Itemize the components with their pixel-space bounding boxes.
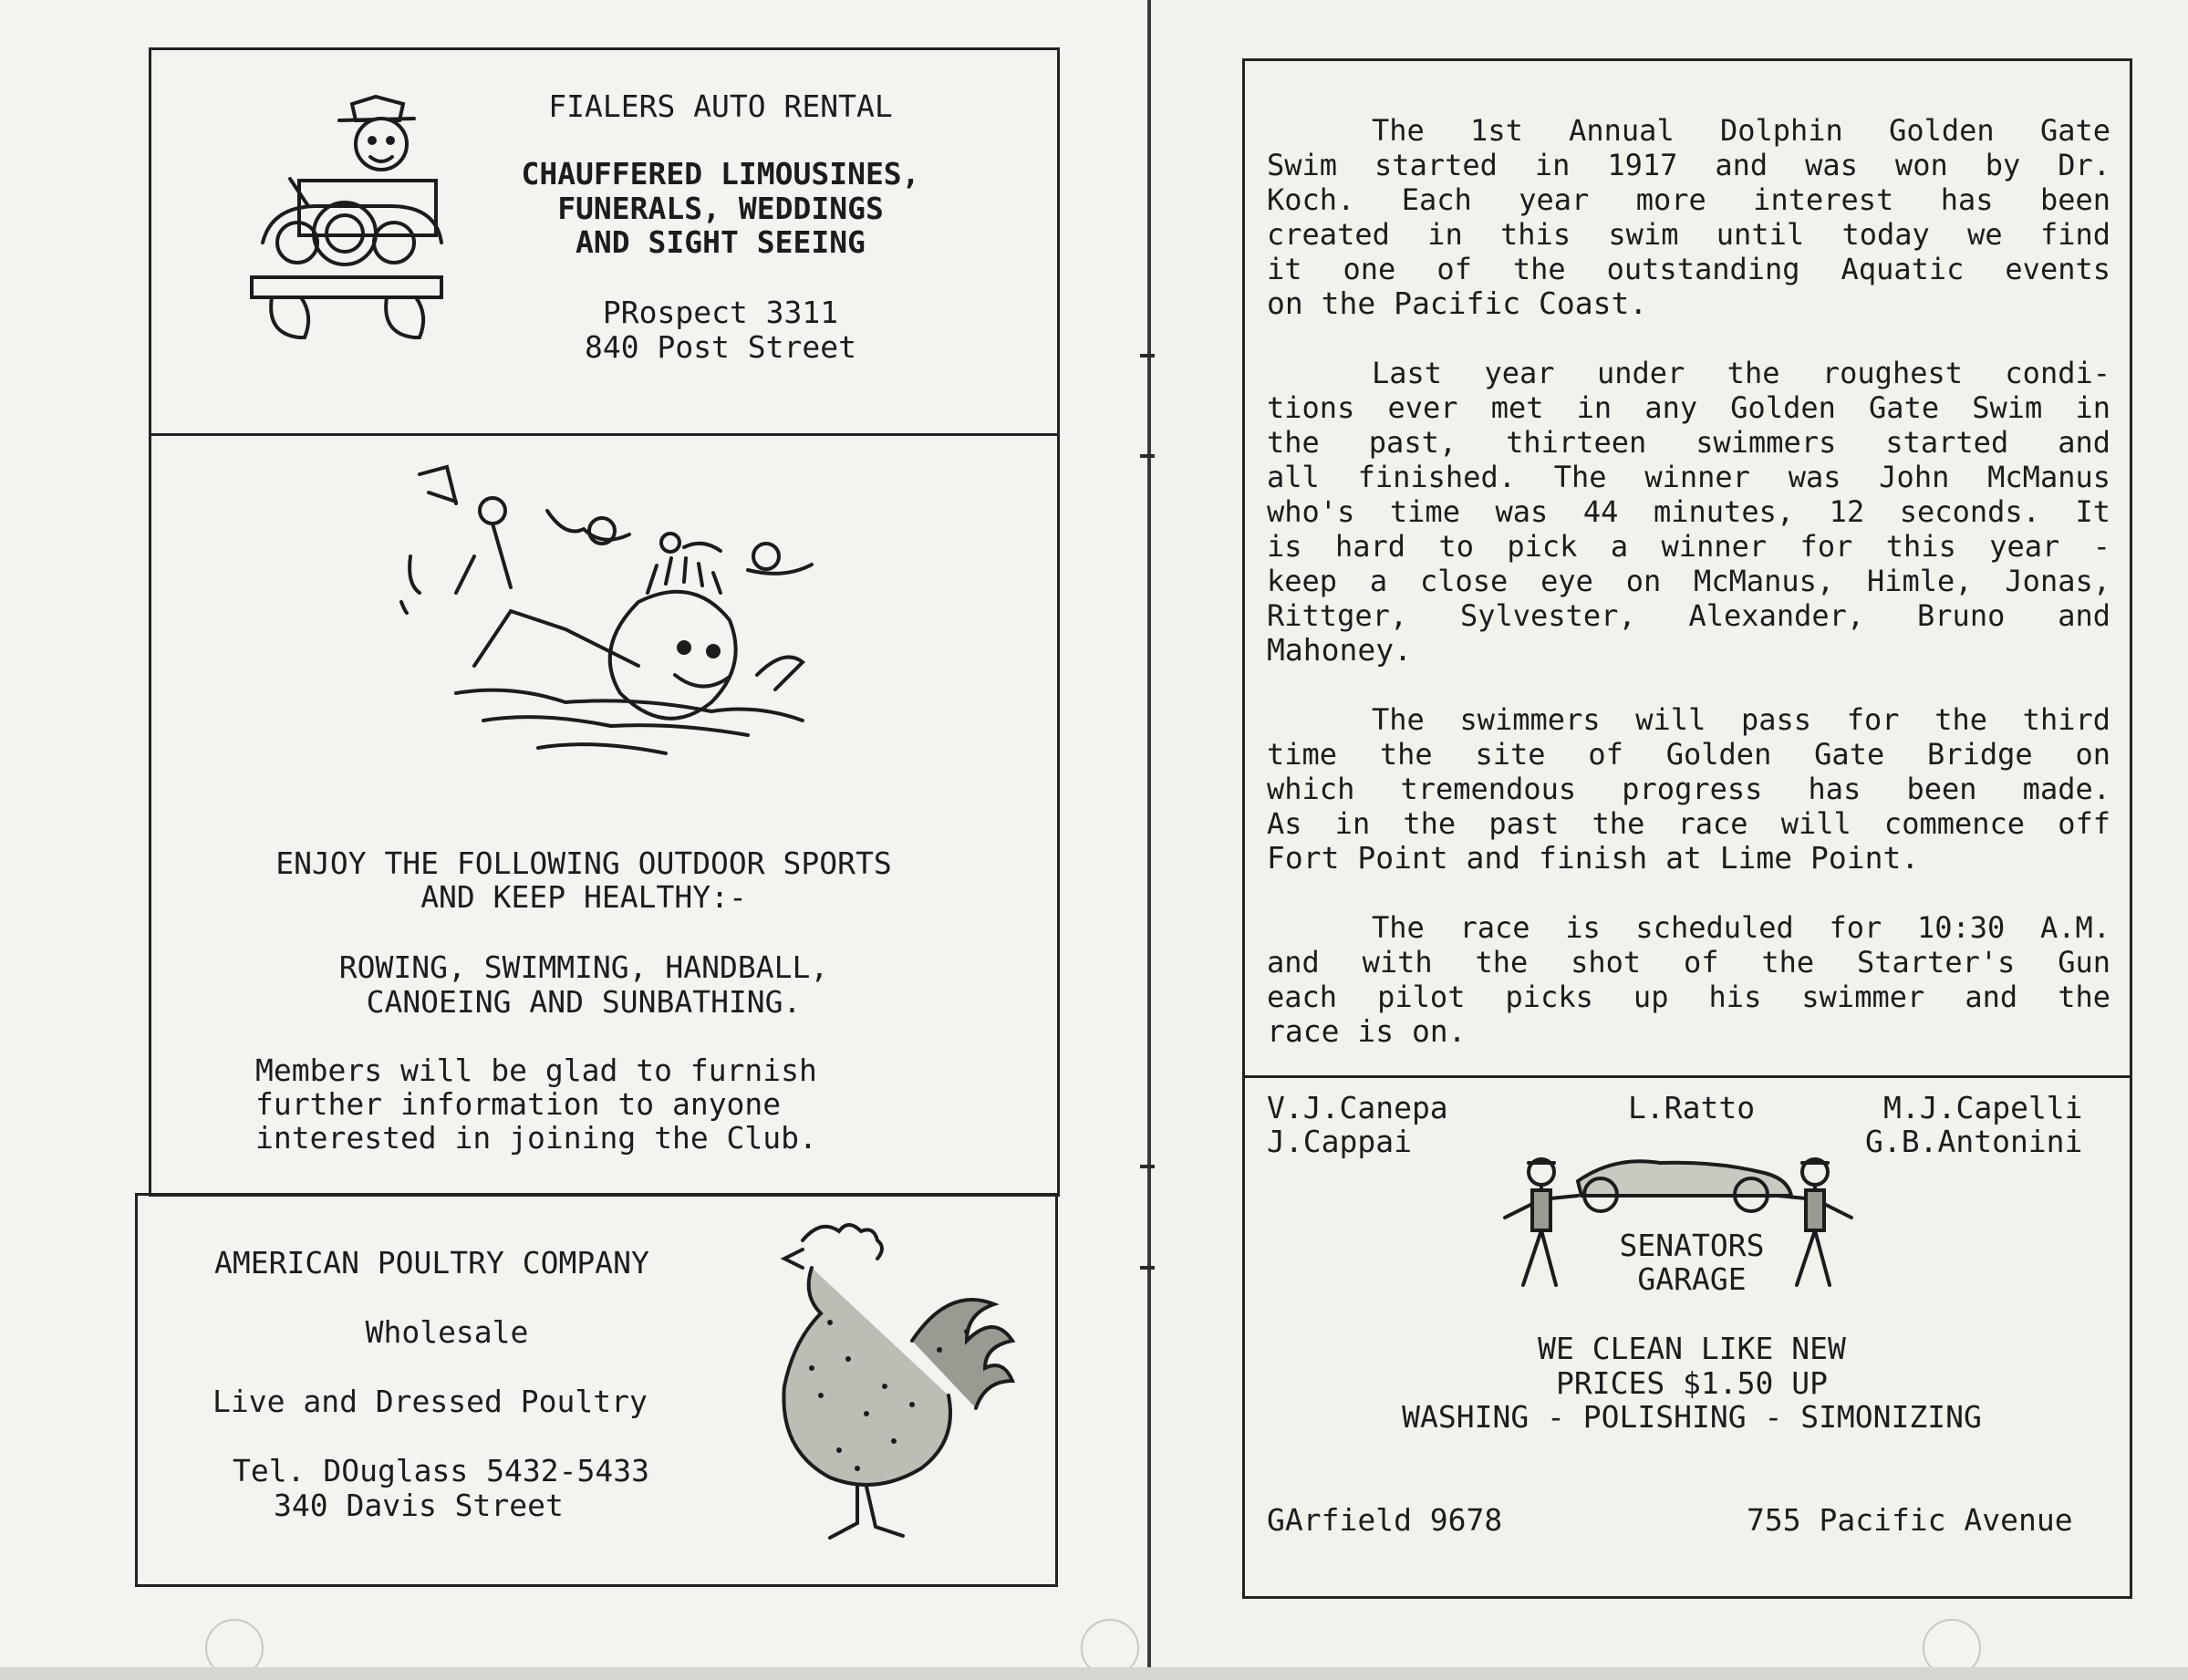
article-para-1-end: on the Pacific Coast. — [1267, 285, 1648, 321]
poultry-address: 340 Davis Street — [274, 1488, 564, 1523]
swimmers-illustration — [392, 456, 821, 766]
rooster-illustration — [748, 1213, 1021, 1550]
garage-name-1: SENATORS — [1619, 1228, 1765, 1263]
article-para-4: The race is scheduled for 10:30 A.M. and with the shot of the Starter's Gun each pilot picks up his swimmer and the — [1267, 910, 2110, 1014]
garage-name-2: GARAGE — [1637, 1261, 1747, 1297]
fialers-address: 840 Post Street — [584, 329, 856, 365]
club-info-3: interested in joining the Club. — [255, 1120, 817, 1156]
article-para-3: The swimmers will pass for the third time the site of Golden Gate Bridge on which tremendous progress has been made. As in the past the race will commence off — [1267, 702, 2110, 841]
owner-cappai: J.Cappai — [1267, 1124, 1412, 1159]
staple-mark — [1140, 354, 1155, 358]
page-bottom-edge — [0, 1667, 2188, 1680]
fialers-service-3: AND SIGHT SEEING — [576, 224, 866, 260]
club-info-1: Members will be glad to furnish — [255, 1053, 817, 1088]
garage-tagline-3: WASHING - POLISHING - SIMONIZING — [1402, 1399, 1982, 1435]
fialers-name: FIALERS AUTO RENTAL — [548, 88, 893, 124]
garage-tagline-2: PRICES $1.50 UP — [1555, 1365, 1828, 1401]
club-headline-2: AND KEEP HEALTHY:- — [420, 879, 747, 915]
car-driver-illustration — [244, 88, 445, 352]
article-para-3-end: Fort Point and finish at Lime Point. — [1267, 840, 1920, 876]
page-fold — [1147, 0, 1151, 1680]
staple-mark — [1140, 454, 1155, 458]
owner-antonini: G.B.Antonini — [1865, 1124, 2083, 1159]
owner-ratto: L.Ratto — [1628, 1090, 1756, 1125]
poultry-phone: Tel. DOuglass 5432-5433 — [233, 1453, 649, 1488]
article-para-4-end: race is on. — [1267, 1013, 1467, 1049]
poultry-product: Live and Dressed Poultry — [213, 1384, 648, 1419]
owner-capelli: M.J.Capelli — [1883, 1090, 2083, 1125]
club-headline-1: ENJOY THE FOLLOWING OUTDOOR SPORTS — [275, 845, 892, 881]
club-sports-1: ROWING, SWIMMING, HANDBALL, — [338, 949, 829, 985]
garage-address: 755 Pacific Avenue — [1747, 1502, 2073, 1538]
article-para-2-end: Mahoney. — [1267, 632, 1412, 668]
article-para-2: Last year under the roughest condi- tions ever met in any Golden Gate Swim in the past, thirteen swimmers started and all finished. The winner was John McManus who's time was 44 minutes, 12 seconds. It is hard to pick a winner for this year - keep a close eye on McManus, Himle, Jonas, Rittger, Sylvester, Alexander, Bruno and — [1267, 356, 2110, 633]
fialers-service-1: CHAUFFERED LIMOUSINES, — [521, 156, 920, 192]
fialers-service-2: FUNERALS, WEDDINGS — [557, 191, 884, 226]
staple-mark — [1140, 1165, 1155, 1168]
staple-mark — [1140, 1266, 1155, 1270]
club-info-2: further information to anyone — [255, 1086, 782, 1122]
poultry-name: AMERICAN POULTRY COMPANY — [214, 1245, 649, 1281]
owner-canepa: V.J.Canepa — [1267, 1090, 1448, 1125]
garage-phone: GArfield 9678 — [1267, 1502, 1503, 1538]
article-para-1: The 1st Annual Dolphin Golden Gate Swim started in 1917 and was won by Dr. Koch. Each year more interest has been created in this swim until today we find it one of the outstanding Aquatic events — [1267, 113, 2110, 286]
fialers-phone: PRospect 3311 — [602, 295, 839, 330]
club-sports-2: CANOEING AND SUNBATHING. — [366, 984, 802, 1020]
poultry-type: Wholesale — [365, 1314, 529, 1350]
garage-tagline-1: WE CLEAN LIKE NEW — [1538, 1331, 1846, 1366]
